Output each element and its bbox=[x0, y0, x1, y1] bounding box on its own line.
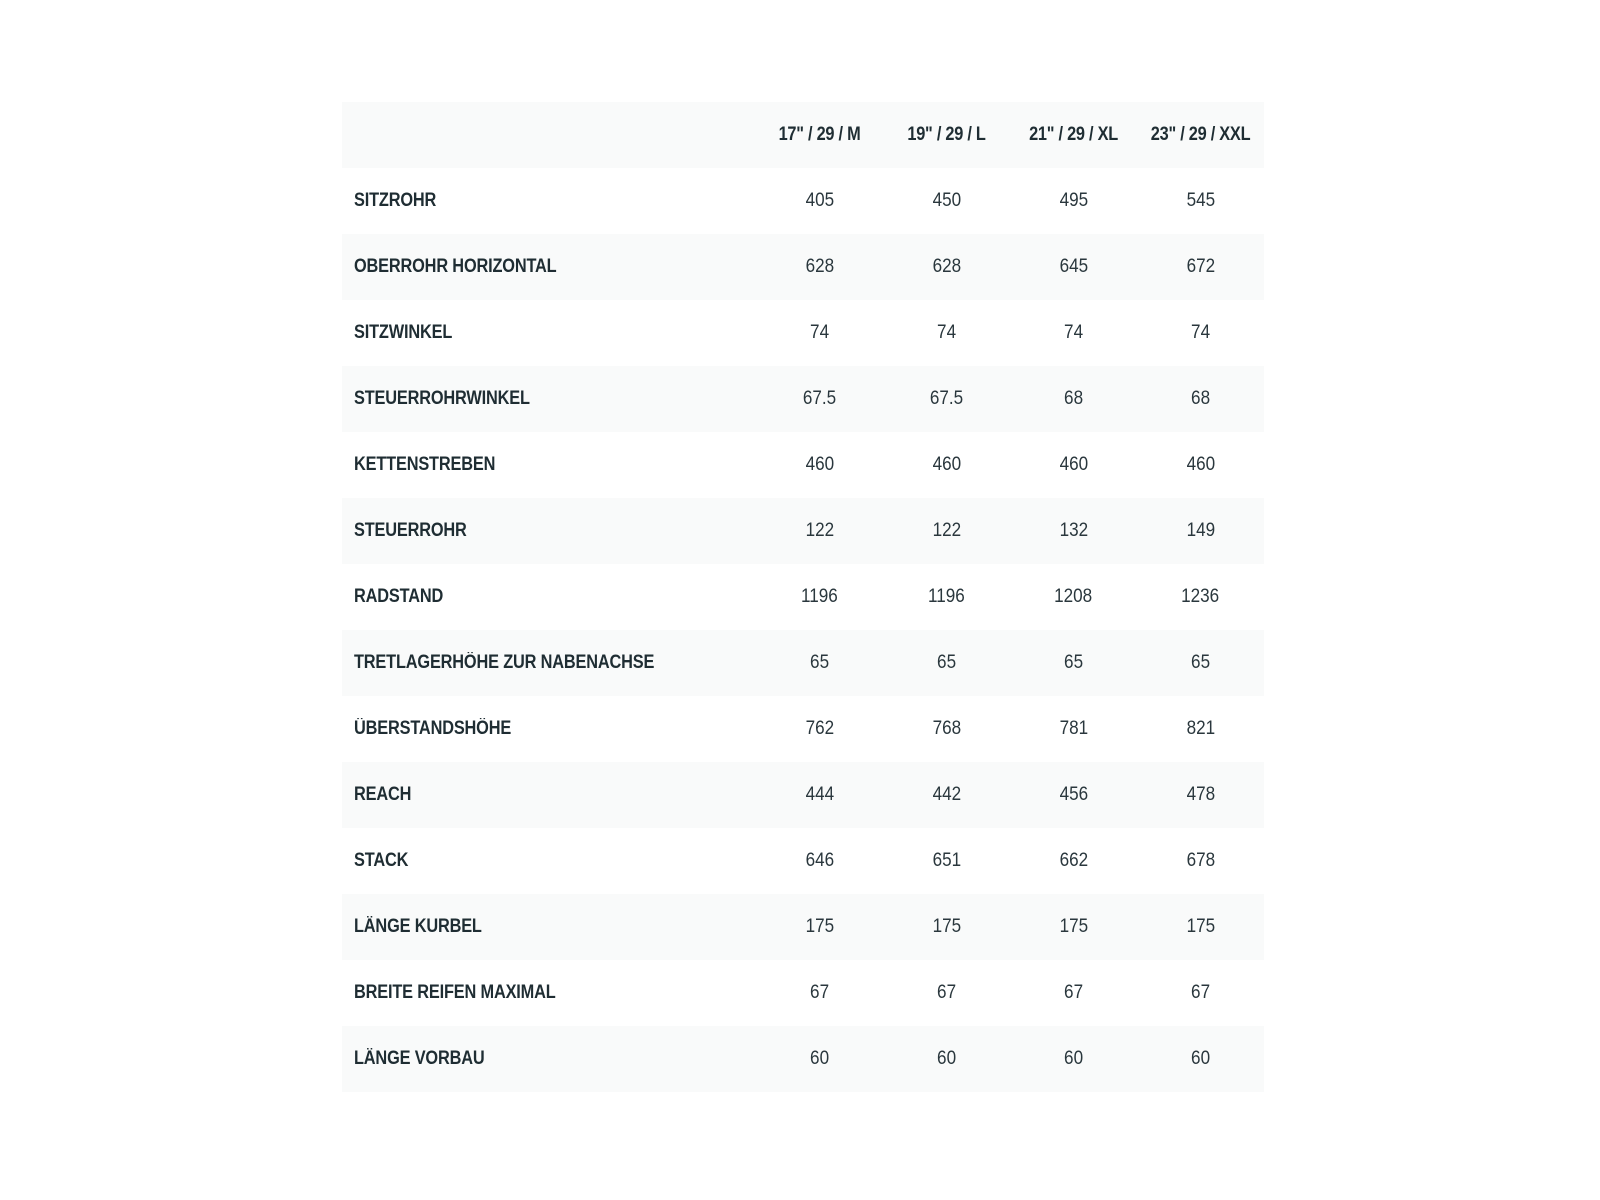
value-cell-m bbox=[756, 1026, 883, 1092]
geometry-table bbox=[342, 102, 1264, 1092]
cell-value: 678 bbox=[1186, 850, 1215, 871]
value-cell-l bbox=[883, 894, 1010, 960]
value-cell-l bbox=[883, 960, 1010, 1026]
row-label: STACK bbox=[354, 850, 409, 871]
row-label: TRETLAGERHÖHE ZUR NABENACHSE bbox=[354, 652, 655, 673]
cell-value: 460 bbox=[1059, 454, 1088, 475]
value-cell-xl bbox=[1010, 300, 1137, 366]
value-cell-xxl bbox=[1137, 498, 1264, 564]
cell-value: 460 bbox=[1186, 454, 1215, 475]
cell-value: 74 bbox=[936, 322, 956, 343]
cell-value: 662 bbox=[1059, 850, 1088, 871]
cell-value: 67.5 bbox=[929, 388, 964, 409]
cell-value: 74 bbox=[1190, 322, 1210, 343]
cell-value: 444 bbox=[805, 784, 834, 805]
value-cell-m bbox=[756, 498, 883, 564]
value-cell-xxl bbox=[1137, 300, 1264, 366]
table-row bbox=[342, 1026, 1264, 1092]
cell-value: 175 bbox=[805, 916, 834, 937]
cell-value: 65 bbox=[809, 652, 829, 673]
row-label: OBERROHR HORIZONTAL bbox=[354, 256, 557, 277]
value-cell-xxl bbox=[1137, 762, 1264, 828]
value-cell-xxl bbox=[1137, 894, 1264, 960]
row-label-cell bbox=[342, 168, 756, 234]
cell-value: 478 bbox=[1186, 784, 1215, 805]
value-cell-l bbox=[883, 696, 1010, 762]
cell-value: 442 bbox=[932, 784, 961, 805]
cell-value: 1196 bbox=[800, 586, 838, 607]
cell-value: 628 bbox=[932, 256, 961, 277]
value-cell-l bbox=[883, 300, 1010, 366]
value-cell-l bbox=[883, 630, 1010, 696]
cell-value: 672 bbox=[1186, 256, 1215, 277]
value-cell-xl bbox=[1010, 894, 1137, 960]
cell-value: 651 bbox=[932, 850, 961, 871]
cell-value: 67 bbox=[1063, 982, 1083, 1003]
cell-value: 122 bbox=[932, 520, 961, 541]
value-cell-xl bbox=[1010, 234, 1137, 300]
value-cell-l bbox=[883, 762, 1010, 828]
value-cell-l bbox=[883, 498, 1010, 564]
table-row bbox=[342, 432, 1264, 498]
value-cell-m bbox=[756, 960, 883, 1026]
cell-value: 1236 bbox=[1181, 586, 1220, 607]
value-cell-m bbox=[756, 432, 883, 498]
cell-value: 65 bbox=[1190, 652, 1210, 673]
size-header-l: 19" / 29 / L bbox=[907, 124, 986, 145]
value-cell-l bbox=[883, 1026, 1010, 1092]
cell-value: 67 bbox=[809, 982, 829, 1003]
cell-value: 175 bbox=[1059, 916, 1088, 937]
value-cell-xl bbox=[1010, 432, 1137, 498]
table-row bbox=[342, 696, 1264, 762]
row-label: KETTENSTREBEN bbox=[354, 454, 496, 475]
cell-value: 122 bbox=[805, 520, 834, 541]
table-row bbox=[342, 234, 1264, 300]
value-cell-l bbox=[883, 234, 1010, 300]
cell-value: 405 bbox=[805, 190, 834, 211]
table-row bbox=[342, 300, 1264, 366]
value-cell-m bbox=[756, 168, 883, 234]
row-label: SITZWINKEL bbox=[354, 322, 453, 343]
value-cell-xl bbox=[1010, 630, 1137, 696]
row-label: STEUERROHRWINKEL bbox=[354, 388, 530, 409]
table-row bbox=[342, 168, 1264, 234]
row-label-cell bbox=[342, 828, 756, 894]
size-header-m: 17" / 29 / M bbox=[778, 124, 861, 145]
value-cell-xl bbox=[1010, 498, 1137, 564]
cell-value: 60 bbox=[1190, 1048, 1210, 1069]
value-cell-xxl bbox=[1137, 234, 1264, 300]
row-label: STEUERROHR bbox=[354, 520, 467, 541]
table-row bbox=[342, 366, 1264, 432]
value-cell-xxl bbox=[1137, 432, 1264, 498]
value-cell-m bbox=[756, 828, 883, 894]
cell-value: 65 bbox=[936, 652, 956, 673]
row-label-cell bbox=[342, 894, 756, 960]
value-cell-m bbox=[756, 234, 883, 300]
value-cell-m bbox=[756, 696, 883, 762]
header-corner bbox=[342, 102, 756, 168]
value-cell-xxl bbox=[1137, 168, 1264, 234]
value-cell-xxl bbox=[1137, 1026, 1264, 1092]
cell-value: 646 bbox=[805, 850, 834, 871]
row-label-cell bbox=[342, 564, 756, 630]
row-label-cell bbox=[342, 234, 756, 300]
value-cell-xl bbox=[1010, 762, 1137, 828]
cell-value: 450 bbox=[932, 190, 961, 211]
value-cell-xxl bbox=[1137, 366, 1264, 432]
value-cell-xxl bbox=[1137, 960, 1264, 1026]
table-row bbox=[342, 564, 1264, 630]
cell-value: 495 bbox=[1059, 190, 1088, 211]
row-label-cell bbox=[342, 498, 756, 564]
row-label-cell bbox=[342, 1026, 756, 1092]
cell-value: 68 bbox=[1063, 388, 1083, 409]
row-label-cell bbox=[342, 300, 756, 366]
value-cell-xxl bbox=[1137, 564, 1264, 630]
cell-value: 67 bbox=[936, 982, 956, 1003]
value-cell-l bbox=[883, 366, 1010, 432]
row-label: RADSTAND bbox=[354, 586, 444, 607]
value-cell-m bbox=[756, 366, 883, 432]
value-cell-l bbox=[883, 168, 1010, 234]
value-cell-m bbox=[756, 300, 883, 366]
value-cell-xl bbox=[1010, 828, 1137, 894]
geometry-table-body bbox=[342, 168, 1264, 1092]
value-cell-m bbox=[756, 894, 883, 960]
value-cell-xxl bbox=[1137, 696, 1264, 762]
table-row bbox=[342, 762, 1264, 828]
cell-value: 74 bbox=[809, 322, 829, 343]
cell-value: 132 bbox=[1059, 520, 1088, 541]
value-cell-m bbox=[756, 762, 883, 828]
row-label: BREITE REIFEN MAXIMAL bbox=[354, 982, 556, 1003]
cell-value: 645 bbox=[1059, 256, 1088, 277]
table-row bbox=[342, 498, 1264, 564]
cell-value: 175 bbox=[1186, 916, 1215, 937]
value-cell-xl bbox=[1010, 168, 1137, 234]
cell-value: 74 bbox=[1063, 322, 1083, 343]
table-row bbox=[342, 894, 1264, 960]
cell-value: 175 bbox=[932, 916, 961, 937]
cell-value: 628 bbox=[805, 256, 834, 277]
row-label-cell bbox=[342, 432, 756, 498]
cell-value: 67.5 bbox=[802, 388, 837, 409]
cell-value: 149 bbox=[1186, 520, 1215, 541]
cell-value: 460 bbox=[932, 454, 961, 475]
value-cell-xl bbox=[1010, 366, 1137, 432]
header-row bbox=[342, 102, 1264, 168]
value-cell-m bbox=[756, 630, 883, 696]
row-label-cell bbox=[342, 960, 756, 1026]
row-label: REACH bbox=[354, 784, 412, 805]
size-header-xl: 21" / 29 / XL bbox=[1028, 124, 1118, 145]
table-row bbox=[342, 960, 1264, 1026]
cell-value: 1208 bbox=[1054, 586, 1093, 607]
row-label-cell bbox=[342, 630, 756, 696]
row-label: LÄNGE KURBEL bbox=[354, 916, 482, 937]
size-header-xxl: 23" / 29 / XXL bbox=[1150, 124, 1251, 145]
value-cell-l bbox=[883, 432, 1010, 498]
table-row bbox=[342, 828, 1264, 894]
cell-value: 781 bbox=[1059, 718, 1088, 739]
cell-value: 60 bbox=[809, 1048, 829, 1069]
row-label: LÄNGE VORBAU bbox=[354, 1048, 485, 1069]
row-label: SITZROHR bbox=[354, 190, 437, 211]
value-cell-xl bbox=[1010, 696, 1137, 762]
cell-value: 68 bbox=[1190, 388, 1210, 409]
row-label-cell bbox=[342, 696, 756, 762]
cell-value: 456 bbox=[1059, 784, 1088, 805]
cell-value: 67 bbox=[1190, 982, 1210, 1003]
value-cell-xxl bbox=[1137, 828, 1264, 894]
value-cell-m bbox=[756, 564, 883, 630]
value-cell-xl bbox=[1010, 1026, 1137, 1092]
cell-value: 821 bbox=[1186, 718, 1215, 739]
value-cell-l bbox=[883, 828, 1010, 894]
cell-value: 460 bbox=[805, 454, 834, 475]
cell-value: 1196 bbox=[928, 586, 965, 607]
value-cell-l bbox=[883, 564, 1010, 630]
row-label: ÜBERSTANDSHÖHE bbox=[354, 718, 512, 739]
value-cell-xl bbox=[1010, 564, 1137, 630]
table-row bbox=[342, 630, 1264, 696]
row-label-cell bbox=[342, 762, 756, 828]
value-cell-xxl bbox=[1137, 630, 1264, 696]
cell-value: 60 bbox=[936, 1048, 956, 1069]
row-label-cell bbox=[342, 366, 756, 432]
cell-value: 768 bbox=[932, 718, 961, 739]
cell-value: 60 bbox=[1063, 1048, 1083, 1069]
value-cell-xl bbox=[1010, 960, 1137, 1026]
cell-value: 762 bbox=[805, 718, 834, 739]
cell-value: 65 bbox=[1063, 652, 1083, 673]
cell-value: 545 bbox=[1186, 190, 1215, 211]
